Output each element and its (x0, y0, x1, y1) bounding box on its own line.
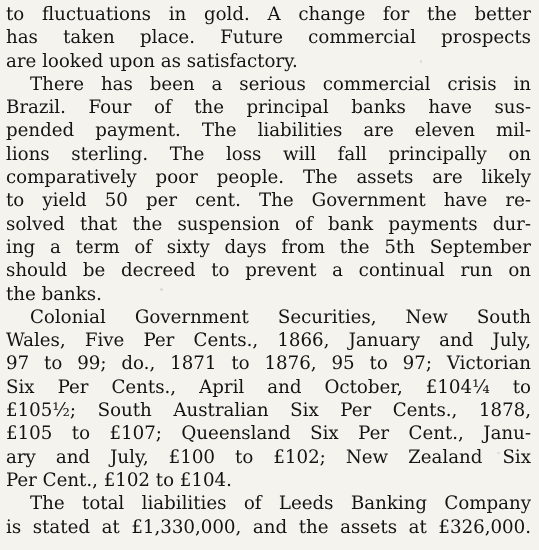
article-line: to fluctuations in gold. A change for the better (6, 4, 531, 25)
article-line: comparatively poor people. The assets are likely (6, 167, 531, 189)
article-line: has taken place. Future commercial prospects (6, 27, 531, 49)
print-speck (312, 146, 314, 148)
print-speck (250, 415, 252, 417)
article-line: Per Cent., £102 to £104. (6, 469, 232, 491)
article-column (6, 3, 531, 539)
article-line: to yield 50 per cent. The Government have re- (6, 190, 531, 212)
article-line: Colonial Government Securities, New South (30, 306, 531, 328)
article-line: should be decreed to prevent a continual run on (6, 260, 531, 282)
article-line: are looked upon as satisfactory. (6, 50, 298, 72)
article-line: Wales, Five Per Cents., 1866, January and July, (6, 330, 531, 352)
article-line: Brazil. Four of the principal banks have sus- (6, 97, 531, 119)
article-line: £105 to £107; Queensland Six Per Cent., Janu- (6, 423, 531, 445)
article-line: The total liabilities of Leeds Banking Company (30, 493, 531, 515)
article-line: solved that the suspension of bank payments dur- (6, 213, 531, 235)
print-speck (160, 288, 163, 291)
article-line: 97 to 99; do., 1871 to 1876, 95 to 97; Victorian (6, 353, 531, 375)
article-line: the banks. (6, 283, 102, 305)
print-speck (420, 60, 422, 63)
article-line: ary and July, £100 to £102; New Zealand Six (6, 446, 531, 468)
print-speck (88, 530, 90, 532)
article-line: £105½; South Australian Six Per Cents., 1878, (6, 400, 531, 422)
article-line: is stated at £1,330,000, and the assets at £326,000. (6, 516, 531, 538)
article-line: There has been a serious commercial crisis in (30, 73, 531, 95)
print-speck (497, 452, 500, 454)
article-line: ing a term of sixty days from the 5th September (6, 236, 531, 258)
article-line: pended payment. The liabilities are eleven mil- (6, 120, 531, 142)
article-line: Six Per Cents., April and October, £104¼ to (6, 376, 531, 398)
article-line: lions sterling. The loss will fall principally on (6, 143, 531, 165)
